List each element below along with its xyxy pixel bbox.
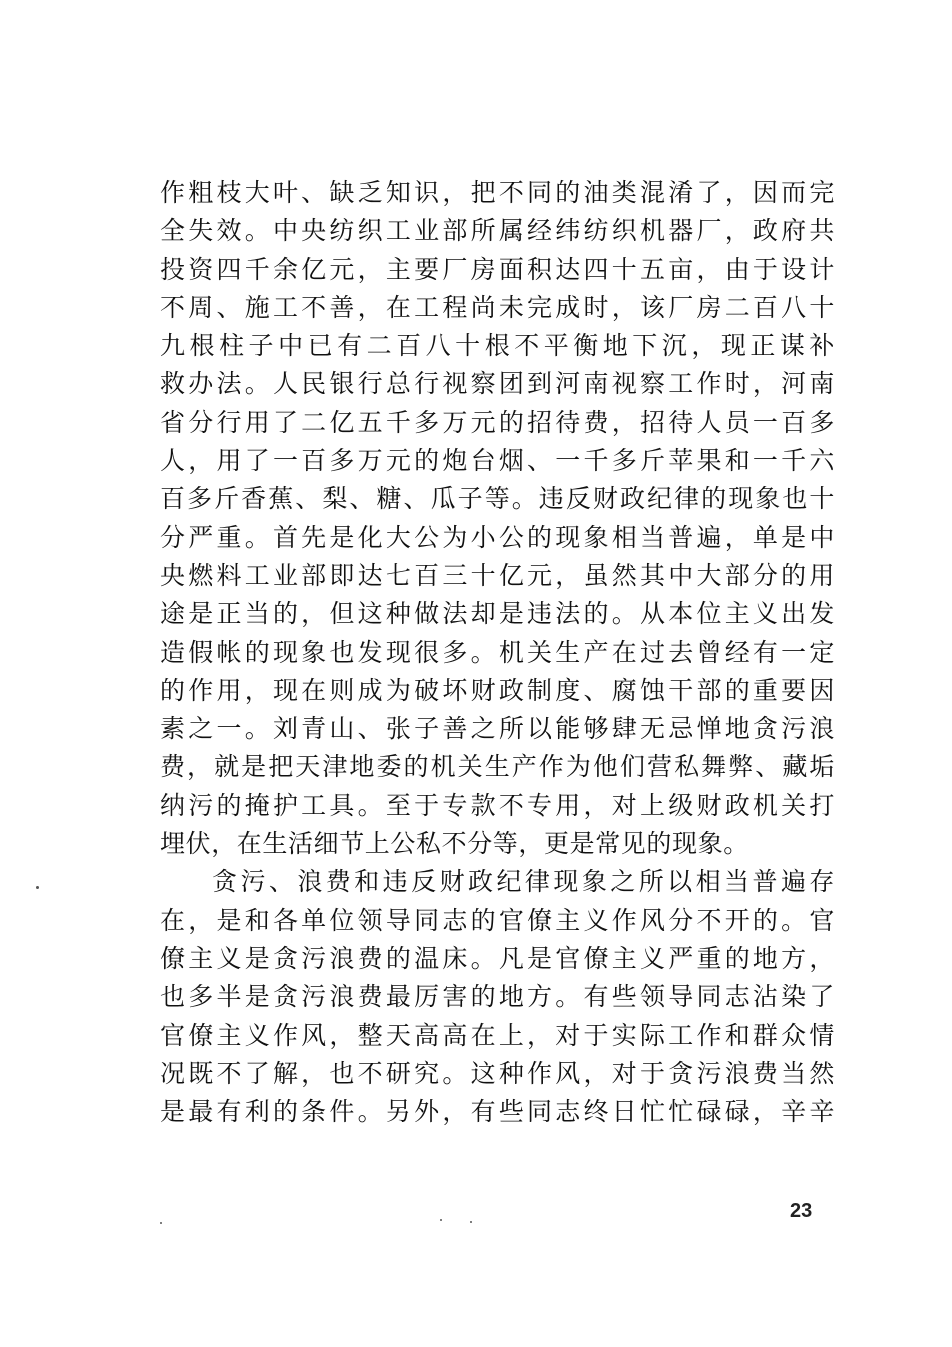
- text-line: 贪污、浪费和违反财政纪律现象之所以相当普遍存: [212, 867, 835, 897]
- text-line: 投资四千余亿元，主要厂房面积达四十五亩，由于设计: [160, 254, 835, 284]
- scan-speck: [470, 1221, 472, 1223]
- text-line: 费，就是把天津地委的机关生产作为他们营私舞弊、藏垢: [160, 752, 835, 782]
- text-line: 九根柱子中已有二百八十根不平衡地下沉，现正谋补: [160, 331, 835, 361]
- text-line: 造假帐的现象也发现很多。机关生产在过去曾经有一定: [160, 637, 835, 667]
- text-line: 僚主义是贪污浪费的温床。凡是官僚主义严重的地方，: [160, 943, 835, 973]
- text-line: 是最有利的条件。另外，有些同志终日忙忙碌碌，辛辛: [160, 1097, 835, 1127]
- text-line: 作粗枝大叶、缺乏知识，把不同的油类混淆了，因而完: [160, 178, 835, 207]
- page-number: 23: [790, 1200, 813, 1222]
- body-text: [160, 174, 835, 1131]
- text-line: 官僚主义作风，整天高高在上，对于实际工作和群众情: [160, 1020, 835, 1050]
- text-line: 分严重。首先是化大公为小公的现象相当普遍，单是中: [160, 522, 835, 552]
- text-line: 省分行用了二亿五千多万元的招待费，招待人员一百多: [160, 407, 835, 437]
- text-line: 百多斤香蕉、梨、糖、瓜子等。违反财政纪律的现象也十: [160, 484, 835, 514]
- text-line: 素之一。刘青山、张子善之所以能够肆无忌惮地贪污浪: [160, 714, 835, 744]
- text-line: 埋伏，在生活细节上公私不分等，更是常见的现象。: [160, 829, 749, 859]
- scan-speck: [440, 1219, 442, 1221]
- text-line: 途是正当的，但这种做法却是违法的。从本位主义出发: [160, 599, 835, 629]
- text-line: 不周、施工不善，在工程尚未完成时，该厂房二百八十: [160, 292, 835, 322]
- text-line: 况既不了解，也不研究。这种作风，对于贪污浪费当然: [160, 1058, 835, 1088]
- text-line: 央燃料工业部即达七百三十亿元，虽然其中大部分的用: [160, 560, 835, 590]
- text-line: 人，用了一百多万元的炮台烟、一千多斤苹果和一千六: [160, 446, 835, 476]
- scan-speck: [160, 1222, 162, 1224]
- text-line: 的作用，现在则成为破坏财政制度、腐蚀干部的重要因: [160, 675, 835, 705]
- scan-speck: [36, 886, 39, 889]
- text-line: 全失效。中央纺织工业部所属经纬纺织机器厂，政府共: [160, 216, 835, 246]
- text-line: 救办法。人民银行总行视察团到河南视察工作时，河南: [160, 369, 835, 399]
- text-line: 在，是和各单位领导同志的官僚主义作风分不开的。官: [160, 905, 835, 935]
- text-line: 纳污的掩护工具。至于专款不专用，对上级财政机关打: [160, 790, 835, 820]
- text-line: 也多半是贪污浪费最厉害的地方。有些领导同志沾染了: [160, 982, 835, 1012]
